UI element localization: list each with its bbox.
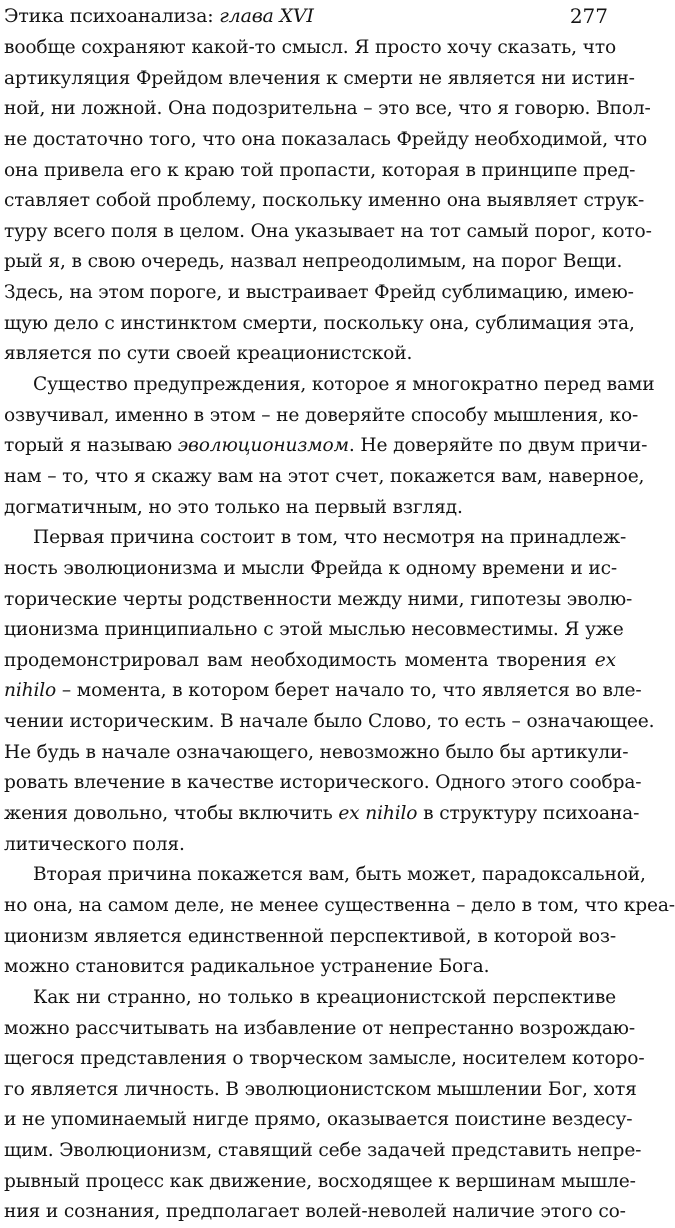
text-segment: чении историческим. В начале было Слово, то есть – означающее. [4,711,655,733]
running-head-chapter: глава XVI [219,5,314,27]
running-head-title: Этика психоанализа: [4,5,220,27]
text-segment: ность эволюционизма и мысли Фрейда к одному времени и ис- [4,557,618,579]
italic-term: ex [594,649,616,671]
text-segment: Первая причина состоит в том, что несмотря на принадлеж- [33,527,627,549]
text-line [4,401,639,432]
text-segment: догматичным, но это только на первый взгляд. [4,496,463,518]
text-segment: ционизм является единственной перспективой, в которой воз- [4,925,616,947]
text-line [4,830,616,861]
text-segment: можно становится радикальное устранение Бога. [4,956,490,978]
text-line [4,125,648,156]
text-segment: щегося представления о творческом замысле, носителем которо- [4,1048,645,1070]
body-text [4,33,675,1228]
text-line [4,94,651,125]
text-segment: торый я называю [4,435,178,457]
text-line [4,707,655,738]
text-segment: – момента, в котором берет начало то, что является во вле- [56,680,642,702]
text-line [4,339,616,370]
text-line [4,370,655,401]
text-line [4,217,652,248]
text-line [4,431,648,462]
text-segment: . Не доверяйте по двум причи- [348,435,648,457]
text-segment: ровать влечение в качестве исторического. Одного этого сообра- [4,772,642,794]
text-segment: не достаточно того, что она показалась Фрейду необходимой, что [4,128,648,150]
text-line [4,952,616,983]
text-segment: она привела его к краю той пропасти, которая в принципе пред- [4,159,636,181]
text-line [4,738,629,769]
text-segment: ционизма принципиально с этой мыслью несовместимы. Я уже [4,619,624,641]
text-line [4,615,624,646]
text-line [4,1136,642,1167]
text-segment: го является личность. В эволюционистском мышлении Бог, хотя [4,1078,637,1100]
text-line [4,523,627,554]
text-line [4,860,646,891]
text-line [4,768,642,799]
text-line [4,676,642,707]
text-segment: Как ни странно, но только в креационистской перспективе [33,986,616,1008]
text-line [4,278,634,309]
text-line [4,309,635,340]
text-segment: рый я, в свою очередь, назвал непреодолимым, на порог Вещи. [4,251,623,273]
text-line [4,799,640,830]
text-line [4,1167,636,1198]
text-line [4,1105,633,1136]
text-segment: и не упоминаемый нигде прямо, оказывается поистине вездесу- [4,1109,633,1131]
text-segment: озвучивал, именно в этом – не доверяйте способу мышления, ко- [4,404,639,426]
text-segment: Вторая причина покажется вам, быть может, парадоксальной, [33,864,646,886]
text-segment: ной, ни ложной. Она подозрительна – это все, что я говорю. Впол- [4,98,651,120]
text-segment: щую дело с инстинктом смерти, поскольку она, сублимация эта, [4,312,635,334]
text-line [4,33,616,64]
text-segment: является по сути своей креационистской. [4,343,413,365]
text-segment: жения довольно, чтобы включить [4,803,339,825]
text-segment: продемонстрировал вам необходимость момента творения [4,649,595,671]
text-line [4,1014,635,1045]
text-segment: торические черты родственности между ними, гипотезы эволю- [4,588,633,610]
text-line [4,64,635,95]
running-head [4,2,314,30]
text-segment: можно рассчитывать на избавление от непрестанно возрождаю- [4,1017,635,1039]
text-segment: нам – то, что я скажу вам на этот счет, покажется вам, наверное, [4,465,645,487]
text-line [4,1197,626,1228]
text-line [4,1075,637,1106]
text-line [4,554,616,585]
running-header [4,2,616,30]
text-segment: ставляет собой проблему, поскольку именно она выявляет струк- [4,190,645,212]
text-line [4,891,675,922]
text-segment: Существо предупреждения, которое я многократно перед вами [33,374,655,396]
text-line [4,1044,645,1075]
italic-term: эволюционизмом [177,435,349,457]
text-segment: литического поля. [4,833,185,855]
page-number: 277 [569,4,608,28]
text-segment: в структуру психоана- [417,803,640,825]
text-segment: но она, на самом деле, не менее существенна – дело в том, что креа- [4,894,675,916]
text-line [4,585,633,616]
text-segment: щим. Эволюционизм, ставящий себе задачей представить непре- [4,1140,642,1162]
text-line [4,186,645,217]
italic-term: ex nihilo [338,803,418,825]
text-line [4,462,645,493]
text-segment: туру всего поля в целом. Она указывает на тот самый порог, кото- [4,220,652,242]
text-line [4,983,616,1014]
text-segment: Не будь в начале означающего, невозможно было бы артикули- [4,741,629,763]
text-segment: Здесь, на этом пороге, и выстраивает Фрейд сублимацию, имею- [4,282,634,304]
text-segment: ния и сознания, предполагает волей-неволей наличие этого со- [4,1201,626,1223]
text-line [4,493,616,524]
text-segment: артикуляция Фрейдом влечения к смерти не является ни истин- [4,67,635,89]
text-segment: рывный процесс как движение, восходящее к вершинам мышле- [4,1170,636,1192]
text-line [4,156,636,187]
italic-term: nihilo [4,680,57,702]
text-segment: вообще сохраняют какой-то смысл. Я просто хочу сказать, что [4,37,616,58]
text-line [4,247,623,278]
text-line [4,646,616,677]
text-line [4,922,616,953]
